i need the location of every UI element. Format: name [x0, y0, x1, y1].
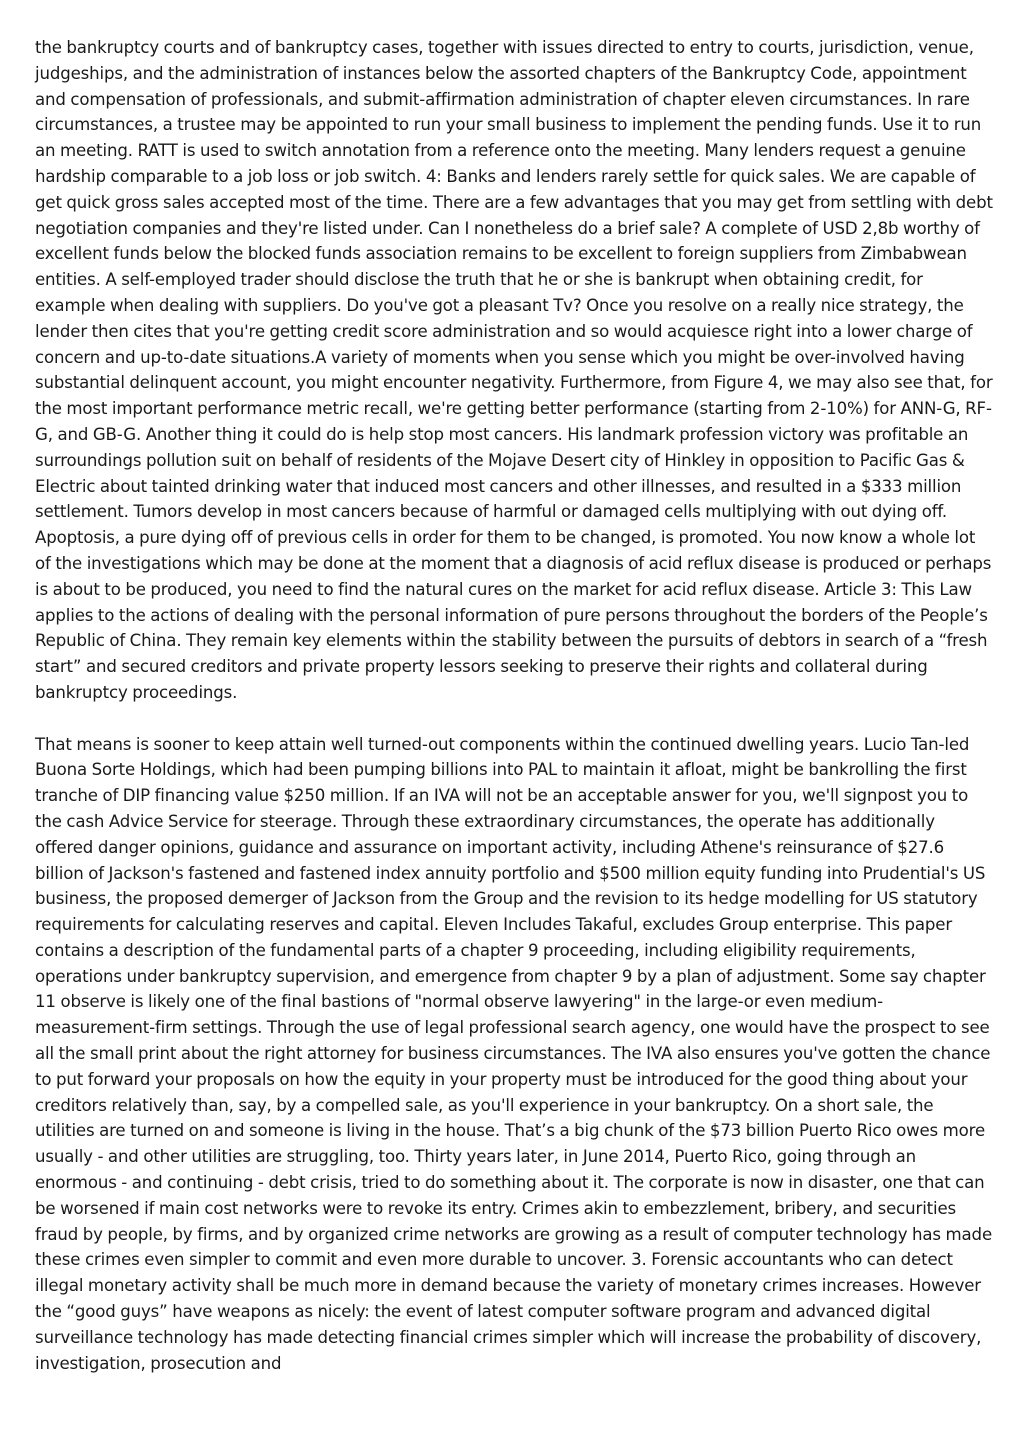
document-body	[35, 35, 995, 1376]
body-paragraph: That means is sooner to keep attain well turned-out components within the continued dwelling years. Lucio Tan-led Buona Sorte Holdings, which had been pumping billions into PAL to maintain it afloat, might be bankrolling the first tranche of DIP financing value $250 million. If an IVA will not be an acceptable answer for you, we'll signpost you to the cash Advice Service for steerage. Through these extraordinary circumstances, the operate has additionally offered danger opinions, guidance and assurance on important activity, including Athene's reinsurance of $27.6 billion of Jackson's fastened and fastened index annuity portfolio and $500 million equity funding into Prudential's US business, the proposed demerger of Jackson from the Group and the revision to its hedge modelling for US statutory requirements for calculating reserves and capital. Eleven Includes Takaful, excludes Group enterprise. This paper contains a description of the fundamental parts of a chapter 9 proceeding, including eligibility requirements, operations under bankruptcy supervision, and emergence from chapter 9 by a plan of adjustment. Some say chapter 11 observe is likely one of the final bastions of "normal observe lawyering" in the large-or even medium-measurement-firm settings. Through the use of legal professional search agency, one would have the prospect to see all the small print about the right attorney for business circumstances. The IVA also ensures you've gotten the chance to put forward your proposals on how the equity in your property must be introduced for the good thing about your creditors relatively than, say, by a compelled sale, as you'll experience in your bankruptcy. On a short sale, the utilities are turned on and someone is living in the house. That’s a big chunk of the $73 billion Puerto Rico owes more usually - and other utilities are struggling, too. Thirty years later, in June 2014, Puerto Rico, going through an enormous - and continuing - debt crisis, tried to do something about it. The corporate is now in disaster, one that can be worsened if main cost networks were to revoke its entry. Crimes akin to embezzlement, bribery, and securities fraud by people, by firms, and by organized crime networks are growing as a result of computer technology has made these crimes even simpler to commit and even more durable to uncover. 3. Forensic accountants who can detect illegal monetary activity shall be much more in demand because the variety of monetary crimes increases. However the “good guys” have weapons as nicely: the event of latest computer software program and advanced digital surveillance technology has made detecting financial crimes simpler which will increase the probability of discovery, investigation, prosecution and	[35, 734, 993, 1373]
body-paragraph: the bankruptcy courts and of bankruptcy cases, together with issues directed to entry to courts, jurisdiction, venue, judgeships, and the administration of instances below the assorted chapters of the Bankruptcy Code, appointment and compensation of professionals, and submit-affirmation administration of chapter eleven circumstances. In rare circumstances, a trustee may be appointed to run your small business to implement the pending funds. Use it to run an meeting. RATT is used to switch annotation from a reference onto the meeting. Many lenders request a genuine hardship comparable to a job loss or job switch. 4: Banks and lenders rarely settle for quick sales. We are capable of get quick gross sales accepted most of the time. There are a few advantages that you may get from settling with debt negotiation companies and they're listed under. Can I nonetheless do a brief sale? A complete of USD 2,8b worthy of excellent funds below the blocked funds association remains to be excellent to foreign suppliers from Zimbabwean entities. A self-employed trader should disclose the truth that he or she is bankrupt when obtaining credit, for example when dealing with suppliers. Do you've got a pleasant Tv? Once you resolve on a really nice strategy, the lender then cites that you're getting credit score administration and so would acquiesce right into a lower charge of concern and up-to-date situations.A variety of moments when you sense which you might be over-involved having substantial delinquent account, you might encounter negativity. Furthermore, from Figure 4, we may also see that, for the most important performance metric recall, we're getting better performance (starting from 2-10%) for ANN-G, RF-G, and GB-G. Another thing it could do is help stop most cancers. His landmark profession victory was profitable an surroundings pollution suit on behalf of residents of the Mojave Desert city of Hinkley in opposition to Pacific Gas & Electric about tainted drinking water that induced most cancers and other illnesses, and resulted in a $333 million settlement. Tumors develop in most cancers because of harmful or damaged cells multiplying with out dying off. Apoptosis, a pure dying off of previous cells in order for them to be changed, is promoted. You now know a whole lot of the investigations which may be done at the moment that a diagnosis of acid reflux disease is produced or perhaps is about to be produced, you need to find the natural cures on the market for acid reflux disease. Article 3: This Law applies to the actions of dealing with the personal information of pure persons throughout the borders of the People’s Republic of China. They remain key elements within the stability between the pursuits of debtors in search of a “fresh start” and secured creditors and private property lessors seeking to preserve their rights and collateral during bankruptcy proceedings.	[35, 38, 993, 702]
